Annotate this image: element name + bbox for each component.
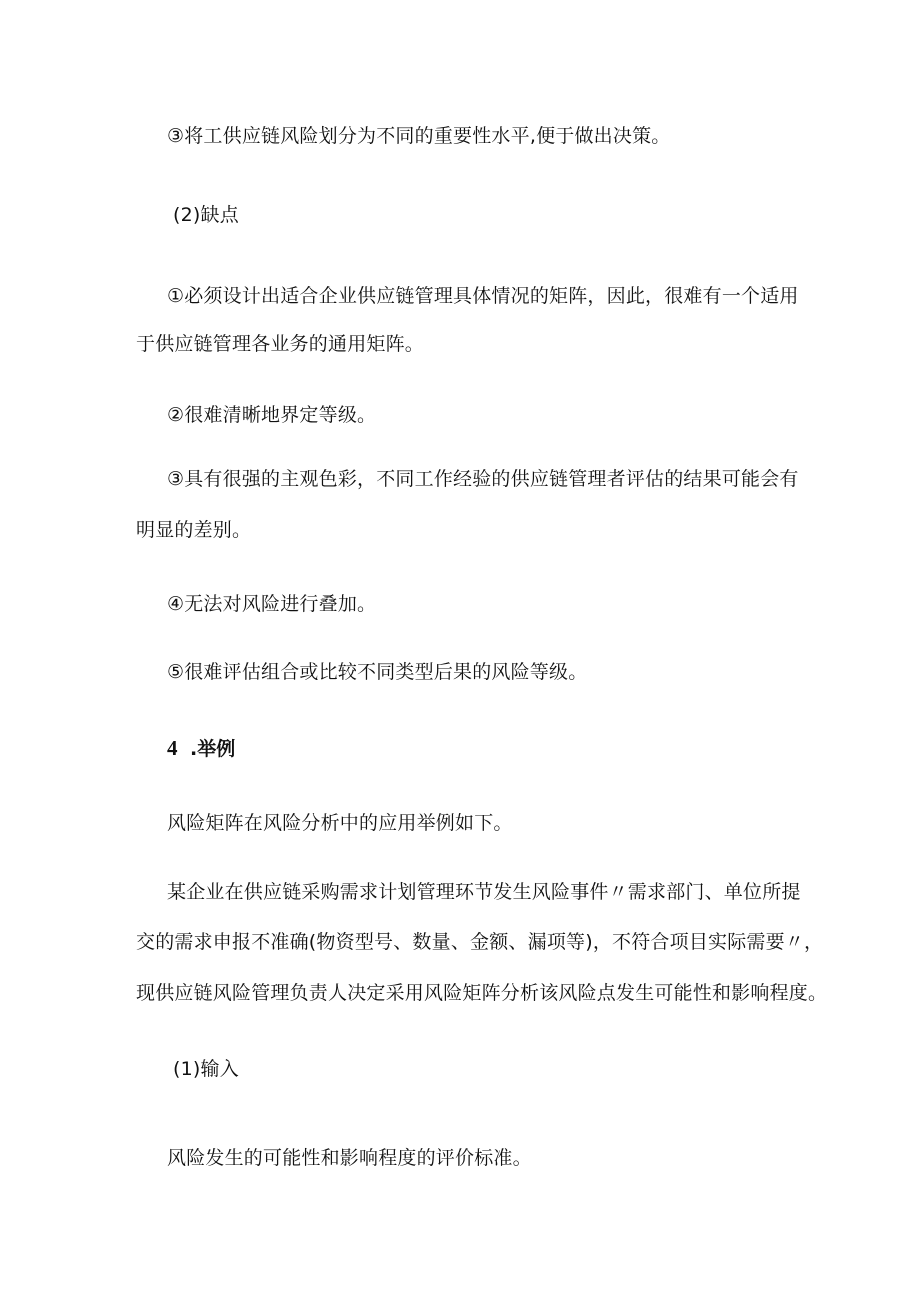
input-heading: (1)输入 [173,1058,239,1080]
disadvantage-item-2: ②很难清晰地界定等级。 [167,404,377,426]
disadvantage-item-1-line-1: ①必须设计出适合企业供应链管理具体情况的矩阵，因此，很难有一个适用 [167,285,799,307]
example-case-line-1: 某企业在供应链采购需求计划管理环节发生风险事件〃需求部门、单位所提 [167,881,801,903]
disadvantage-item-5: ⑤很难评估组合或比较不同类型后果的风险等级。 [167,661,588,683]
advantage-item-3: ③将工供应链风险划分为不同的重要性水平,便于做出决策。 [167,125,671,147]
example-case-line-3: 现供应链风险管理负责人决定采用风险矩阵分析该风险点发生可能性和影响程度。 [136,982,828,1004]
example-case-line-2: 交的需求申报不准确(物资型号、数量、金额、漏项等)，不符合项目实际需要〃， [136,931,824,953]
input-text: 风险发生的可能性和影响程度的评价标准。 [167,1147,532,1169]
section-number: 4 [167,736,178,760]
example-intro: 风险矩阵在风险分析中的应用举例如下。 [167,812,513,834]
disadvantages-heading: (2)缺点 [173,204,239,226]
disadvantage-item-4: ④无法对风险进行叠加。 [167,593,377,615]
disadvantage-item-1-line-2: 于供应链管理各业务的通用矩阵。 [136,333,425,355]
disadvantage-item-3-line-2: 明显的差别。 [136,519,252,541]
disadvantage-item-3-line-1: ③具有很强的主观色彩，不同工作经验的供应链管理者评估的结果可能会有 [167,468,799,490]
section-title: .举例 [190,738,236,760]
